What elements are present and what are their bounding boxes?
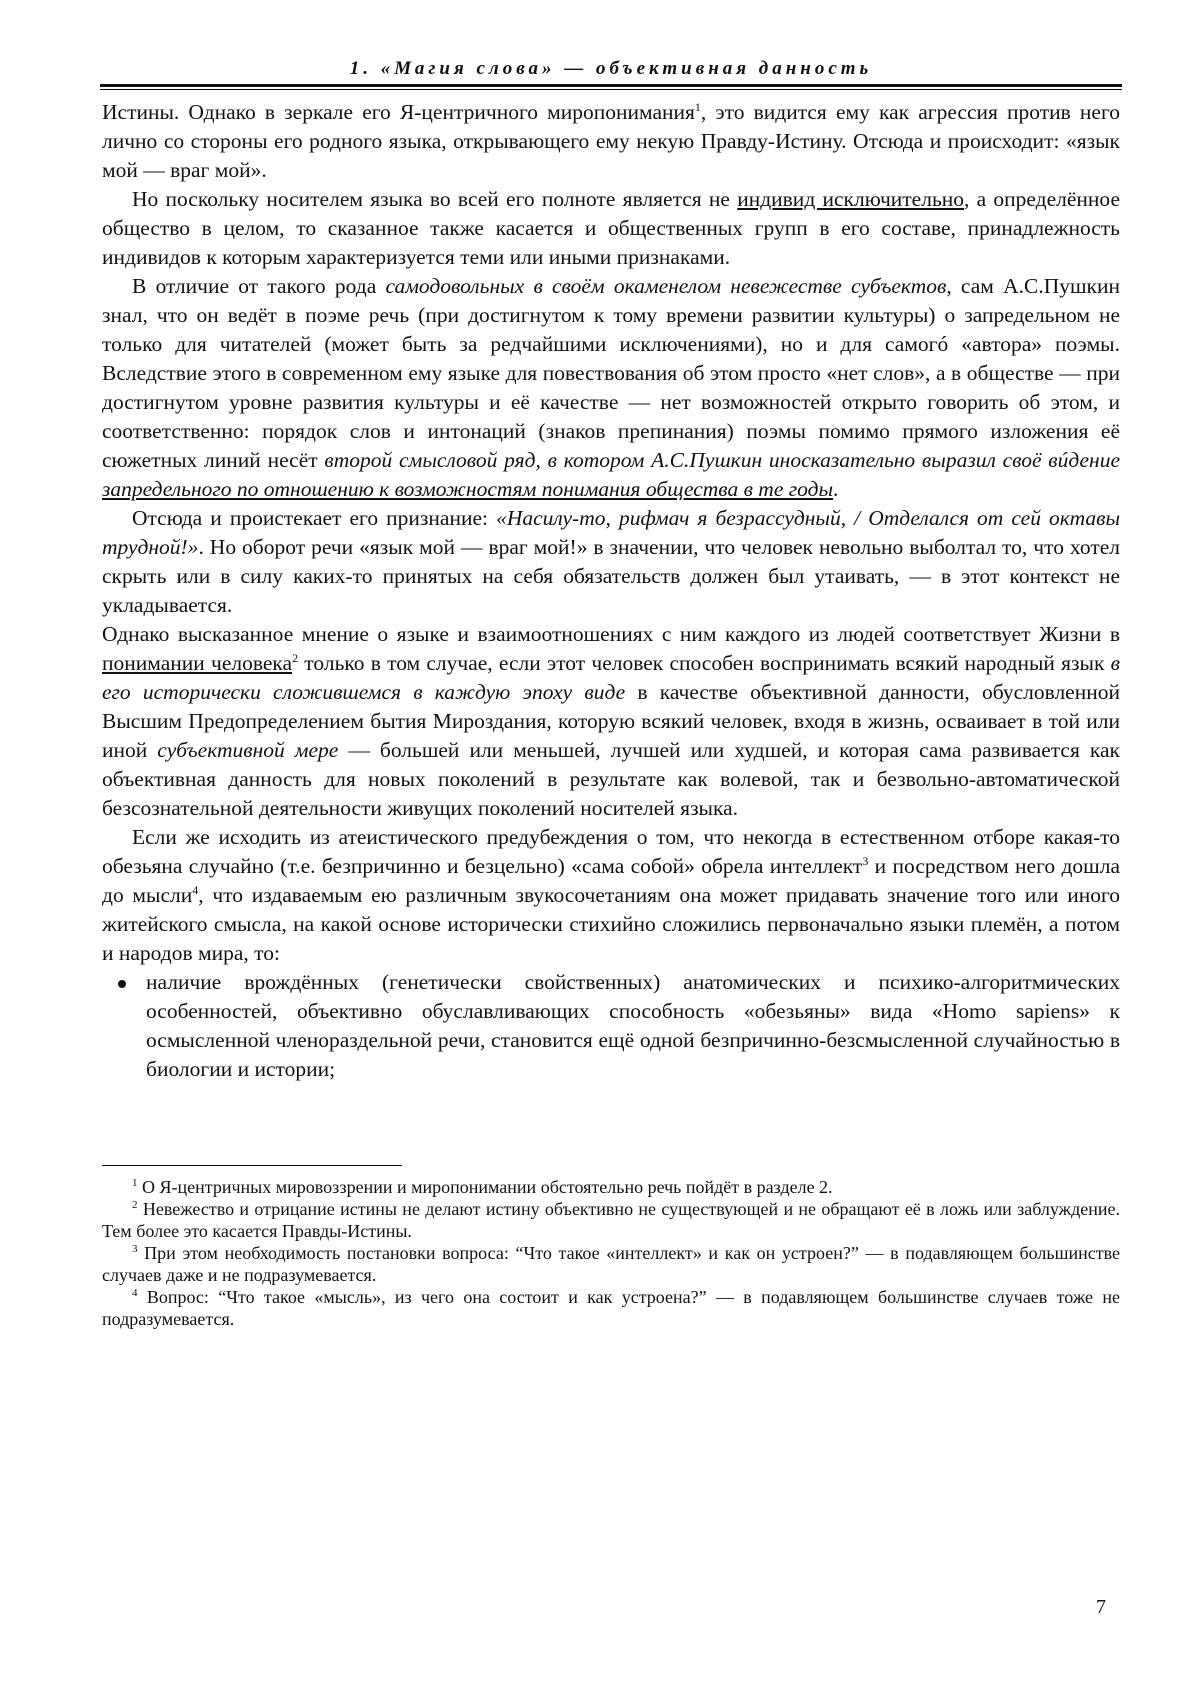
italic-quote: «Насилу-то, рифмач я безрассудный, / Отделался от сей октавы трудной!» xyxy=(102,506,1121,559)
footnotes xyxy=(102,1176,1120,1330)
header-rule xyxy=(100,84,1122,90)
underlined-phrase: индивид исключительно xyxy=(737,187,965,211)
footnote-3: $^3$ При этом необходимость постановки вопроса: “Что такое «интеллект» и как он устроен?” — в подавляющем большинстве случаев даже и не подразумевается. xyxy=(102,1243,1120,1285)
footnote-separator xyxy=(102,1165,402,1166)
italic-phrase: субъективной мере xyxy=(157,738,339,762)
footnote-ref-2[interactable]: 2 xyxy=(292,651,299,665)
main-text xyxy=(102,98,1120,1084)
bullet-icon xyxy=(118,980,126,988)
running-title: 1. «Магия слова» — объективная данность xyxy=(349,58,873,79)
bullet-item: наличие врождённых (генетически свойственных) анатомических и психико-алгоритмических особенностей, объективно обуславливающих способность «обезьяны» вида «Homo sapiens» к осмысленной членораздельной речи, становится ещё одной безпричинно-безсмысленной случайностью в биологии и истории; xyxy=(102,968,1120,1084)
footnote-4: $^4$ Вопрос: “Что такое «мысль», из чего она состоит и как устроена?” — в подавляющем большинстве случаев тоже не подразумевается. xyxy=(102,1287,1120,1329)
page-number: 7 xyxy=(1096,1596,1106,1618)
underlined-italic-phrase: запредельного по отношению к возможностям понимания общества в те годы xyxy=(102,477,834,501)
highlighted-passage: Однако высказанное мнение о языке и взаимоотношениях с ним каждого из людей соответствует Жизни в понимании человека$^2$ только в том случае, если этот человек способен воспринимать всякий народный язык в его исторически сложившемся в каждую эпоху виде в качестве объективной данности, обусловленной Высшим Предопределением бытия Мироздания, которую всякий человек, входя в жизнь, осваивает в той или иной субъективной мере — большей или меньшей, лучшей или худшей, и которая сама развивается как объективная данность для новых поколений в результате как волевой, так и безвольно-автоматической безсознательной деятельности живущих поколений носителей языка. xyxy=(102,622,1120,820)
italic-phrase: в его исторически сложившемся в каждую эпоху виде xyxy=(102,651,1120,704)
paragraph-1: Истины. Однако в зеркале его Я-центричного миропонимания$^1$, это видится ему как агрессия против него лично со стороны его родного языка, открывающего ему некую Правду-Истину. Отсюда и происходит: «язык мой — враг мой». xyxy=(102,100,1120,182)
paragraph-4: Отсюда и проистекает его признание: «Насилу-то, рифмач я безрассудный, / Отделался от сей октавы трудной!». Но оборот речи «язык мой — враг мой!» в значении, что человек невольно выболтал то, что хотел скрыть или в силу каких-то принятых на себя обязательств должен был утаивать, — в этот контекст не укладывается. xyxy=(102,506,1121,617)
underlined-phrase: понимании человека xyxy=(102,651,293,675)
italic-phrase: самодовольных в своём окаменелом невежестве субъектов xyxy=(385,274,947,298)
bullet-list xyxy=(102,968,1120,1084)
paragraph-3: В отличие от такого рода самодовольных в своём окаменелом невежестве субъектов, сам А.С.Пушкин знал, что он ведёт в поэме речь (при достигнутом к тому времени развитии культуры) о запредельном не только для читателей (может быть за редчайшими исключениями), но и для самогó «автора» поэмы. Вследствие этого в современном ему языке для повествования об этом просто «нет слов», а в обществе — при достигнутом уровне развития культуры и её качестве — нет возможностей открыто говорить об этом, и соответственно: порядок слов и интонаций (знаков препинания) поэмы помимо прямого изложения её сюжетных линий несёт второй смысловой ряд, в котором А.С.Пушкин иносказательно выразил своё вúдение запредельного по отношению к возможностям понимания общества в те годы. xyxy=(102,274,1121,501)
footnote-ref-3[interactable]: 3 xyxy=(862,854,869,868)
paragraph-2: Но поскольку носителем языка во всей его полноте является не индивид исключительно, а определённое общество в целом, то сказанное также касается и общественных групп в его составе, принадлежность индивидов к которым характеризуется теми или иными признаками. xyxy=(102,187,1120,269)
italic-phrase: второй смысловой ряд, в котором А.С.Пушкин иносказательно выразил своё вúдение xyxy=(324,448,1120,472)
footnote-1: $^1$ О Я-центричных мировоззрении и миропонимании обстоятельно речь пойдёт в разделе 2. xyxy=(132,1177,833,1197)
footnote-2: $^2$ Невежество и отрицание истины не делают истину объективно не существующей и не обращают её в ложь или заблуждение. Тем более это касается Правды-Истины. xyxy=(102,1199,1120,1241)
paragraph-6: Если же исходить из атеистического предубеждения о том, что некогда в естественном отборе какая-то обезьяна случайно (т.е. безпричинно и безцельно) «сама собой» обрела интеллект$^3$ и посредством него дошла до мысли$^4$, что издаваемым ею различным звукосочетаниям она может придавать значение того или иного житейского смысла, на какой основе исторически стихийно сложились первоначально языки племён, а потом и народов мира, то: xyxy=(102,825,1121,965)
footnote-ref-4[interactable]: 4 xyxy=(192,883,199,897)
footnote-ref-1[interactable]: 1 xyxy=(694,100,701,114)
